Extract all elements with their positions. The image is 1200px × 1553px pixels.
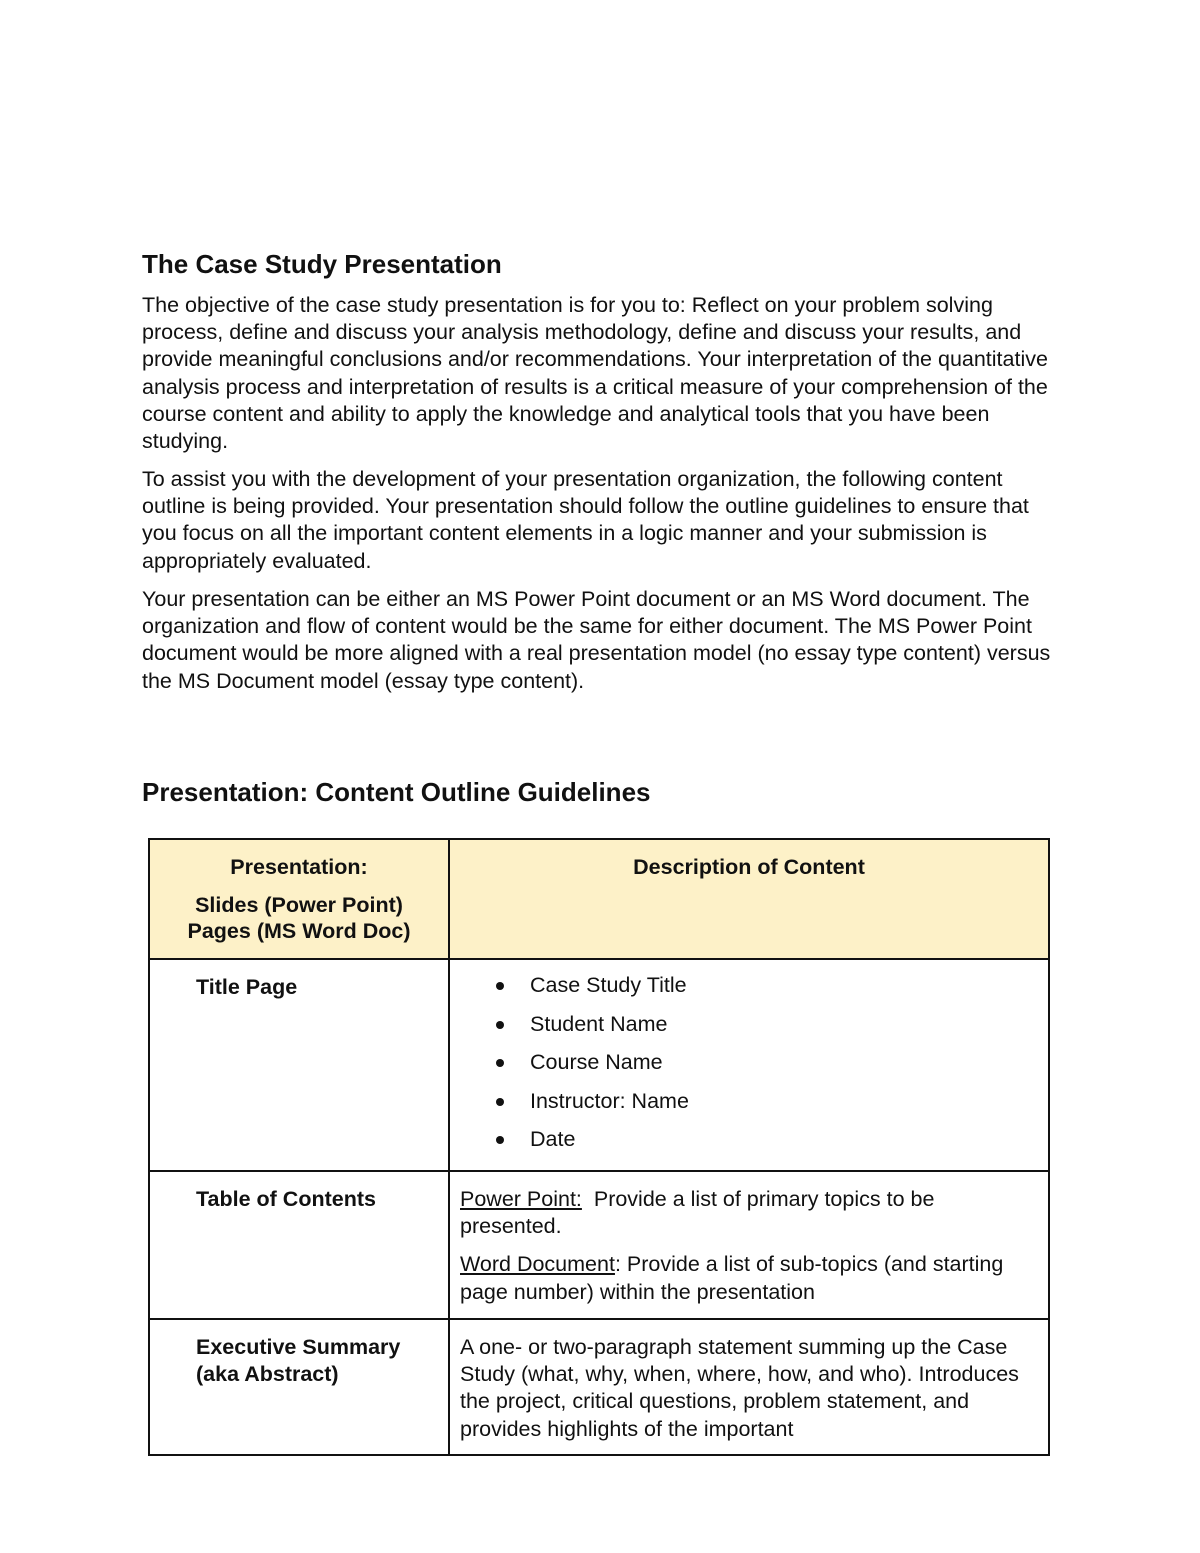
row-description-table-of-contents xyxy=(449,1171,1049,1319)
title-page-bullet-list xyxy=(450,960,1048,1153)
header-presentation-cell xyxy=(149,839,449,959)
outline-heading: Presentation: Content Outline Guidelines xyxy=(142,777,651,807)
bullet-text: Instructor: Name xyxy=(530,1088,689,1113)
row-label-table-of-contents: Table of Contents xyxy=(149,1171,449,1319)
row-label-title-page: Title Page xyxy=(149,959,449,1171)
header-pages-label: Pages (MS Word Doc) xyxy=(187,919,411,943)
header-description-cell xyxy=(449,839,1049,959)
bullet-icon xyxy=(496,1021,504,1029)
word-document-instruction xyxy=(460,1251,1034,1305)
list-item xyxy=(450,1011,1048,1038)
header-presentation-label: Presentation: xyxy=(230,855,368,879)
bullet-icon xyxy=(496,1098,504,1106)
table-row xyxy=(149,1171,1049,1319)
table-row xyxy=(149,959,1049,1171)
outline-intro-paragraph: To assist you with the development of your presentation organization, the following content outline is being provided. Your presentation should follow the outline guidelines to ensure that you focus on all the important content elements in a logic manner and your submission is appropriately evaluated. xyxy=(142,467,1029,573)
word-document-term: Word Document xyxy=(460,1252,615,1277)
bullet-text: Student Name xyxy=(530,1011,668,1036)
format-paragraph: Your presentation can be either an MS Power Point document or an MS Word document. The organization and flow of content would be the same for either document. The MS Power Point document would be more aligned with a real presentation model (no essay type content) versus the MS Document model (essay type content). xyxy=(142,587,1051,693)
table-header-row xyxy=(149,839,1049,959)
list-item xyxy=(450,1088,1048,1115)
bullet-text: Date xyxy=(530,1127,576,1151)
content-outline-table xyxy=(148,838,1050,1456)
bullet-icon xyxy=(496,1136,504,1144)
objective-paragraph: The objective of the case study presentation is for you to: Reflect on your problem solving process, define and discuss your analysis methodology, define and discuss your results, and provide meaningful conclusions and/or recommendations. Your interpretation of the quantitative analysis process and interpretation of results is a critical measure of your comprehension of the course content and ability to apply the knowledge and analytical tools that you have been studying. xyxy=(142,293,1048,454)
power-point-instruction xyxy=(460,1186,1034,1240)
bullet-text: Course Name xyxy=(530,1050,663,1074)
list-item xyxy=(450,1049,1048,1076)
header-description-label: Description of Content xyxy=(633,855,865,879)
power-point-term: Power Point: xyxy=(460,1187,582,1211)
bullet-text: Case Study Title xyxy=(530,973,687,997)
row-label-executive-summary: Executive Summary (aka Abstract) xyxy=(149,1319,449,1455)
row-description-executive-summary xyxy=(449,1319,1049,1455)
list-item xyxy=(450,972,1048,999)
list-item xyxy=(450,1126,1048,1153)
bullet-icon xyxy=(496,982,504,990)
row-description-title-page xyxy=(449,959,1049,1171)
power-point-text: Provide a list of primary topics to be presented. xyxy=(460,1187,941,1239)
page-title: The Case Study Presentation xyxy=(142,249,502,279)
table-row xyxy=(149,1319,1049,1455)
bullet-icon xyxy=(496,1059,504,1067)
header-slides-label: Slides (Power Point) xyxy=(195,893,403,917)
executive-summary-text: A one- or two-paragraph statement summing up the Case Study (what, why, when, where, how, and who). Introduces the project, critical questions, problem statement, and provides highlights of the important xyxy=(460,1335,1019,1441)
word-document-text: : Provide a list of sub-topics (and starting page number) within the presentation xyxy=(460,1252,1004,1304)
